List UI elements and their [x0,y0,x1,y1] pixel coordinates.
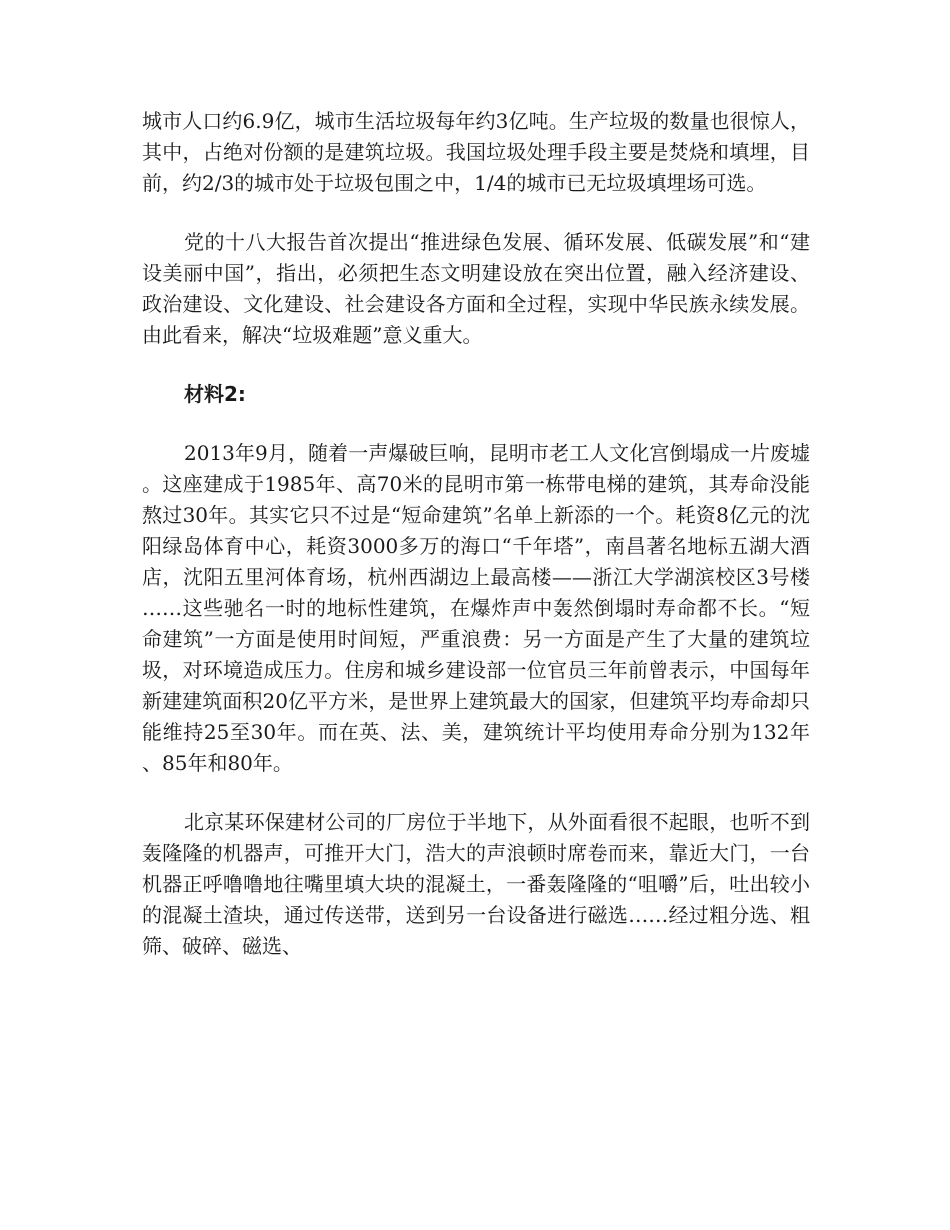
paragraph-gap [142,410,810,438]
material-2-heading: 材料2: [184,382,246,406]
document-page [142,106,810,962]
paragraph-gap [142,199,810,227]
paragraph-recycling-factory: 北京某环保建材公司的厂房位于半地下，从外面看很不起眼，也听不到轰隆隆的机器声，可推开大门，浩大的声浪顿时席卷而来，靠近大门，一台机器正呼噜噜地往嘴里填大块的混凝土，一番轰隆隆的“咀嚼”后，吐出较小的混凝土渣块，通过传送带，送到另一台设备进行磁选……经过粗分选、粗筛、破碎、磁选、 [142,810,810,958]
paragraph-population-garbage: 城市人口约6.9亿，城市生活垃圾每年约3亿吨。生产垃圾的数量也很惊人，其中，占绝对份额的是建筑垃圾。我国垃圾处理手段主要是焚烧和填埋，目前，约2/3的城市处于垃圾包围之中，1/4的城市已无垃圾填埋场可选。 [142,109,810,195]
paragraph-gap [142,351,810,379]
paragraph-short-lived-buildings: 2013年9月，随着一声爆破巨响，昆明市老工人文化宫倒塌成一片废墟。这座建成于1985年、高70米的昆明市第一栋带电梯的建筑，其寿命没能熬过30年。其实它只不过是“短命建筑”名单上新添的一个。耗资8亿元的沈阳绿岛体育中心，耗资3000多万的海口“千年塔”，南昌著名地标五湖大酒店，沈阳五里河体育场，杭州西湖边上最高楼——浙江大学湖滨校区3号楼……这些驰名一时的地标性建筑，在爆炸声中轰然倒塌时寿命都不长。“短命建筑”一方面是使用时间短，严重浪费：另一方面是产生了大量的建筑垃圾，对环境造成压力。住房和城乡建设部一位官员三年前曾表示，中国每年新建建筑面积20亿平方米，是世界上建筑最大的国家，但建筑平均寿命却只能维持25至30年。而在英、法、美，建筑统计平均使用寿命分别为132年、85年和80年。 [142,441,810,775]
paragraph-gap [142,779,810,807]
paragraph-eighteenth-congress: 党的十八大报告首次提出“推进绿色发展、循环发展、低碳发展”和“建设美丽中国”，指出，必须把生态文明建设放在突出位置，融入经济建设、政治建设、文化建设、社会建设各方面和全过程，实现中华民族永续发展。由此看来，解决“垃圾难题”意义重大。 [142,230,810,347]
